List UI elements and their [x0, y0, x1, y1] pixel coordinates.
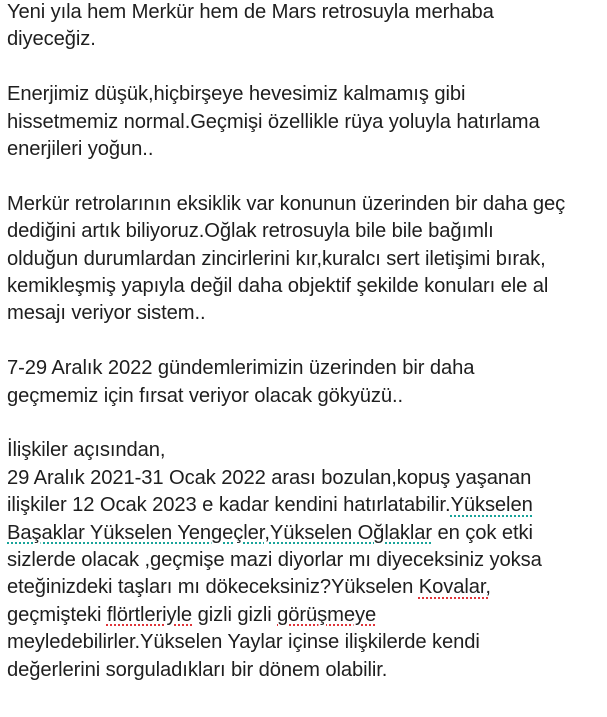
text-line: geçmemiz için fırsat veriyor olacak gökyüzü.. — [7, 384, 404, 407]
text-segment: gizli gizli — [192, 603, 278, 626]
paragraph-energy — [7, 81, 605, 163]
paragraph-mercury — [7, 191, 605, 328]
text-segment: geçmişteki — [7, 603, 107, 626]
message-text — [7, 0, 605, 711]
text-line: diyeceğiz. — [7, 28, 96, 51]
paragraph-dates — [7, 355, 605, 410]
text-line: Yeni yıla hem Merkür hem de Mars retrosuyla merhaba — [7, 1, 494, 23]
text-segment: eteğinizdeki taşları mı dökeceksiniz?Yükselen — [7, 576, 419, 599]
grammar-underline[interactable]: Yükselen Oğlaklar — [269, 521, 432, 544]
paragraph-relationships — [7, 437, 605, 684]
text-line: Enerjimiz düşük,hiçbirşeye hevesimiz kalmamış gibi — [7, 83, 466, 106]
text-segment: ilişkiler 12 Ocak 2023 e kadar kendini hatırlatabilir. — [7, 494, 451, 517]
text-line: enerjileri yoğun.. — [7, 138, 154, 161]
text-line: dediğini artık biliyoruz.Oğlak retrosuyla bile bile bağımlı — [7, 220, 494, 243]
text-line — [7, 492, 605, 519]
text-line: olduğun durumlardan zincirlerini kır,kuralcı sert iletişimi bırak, — [7, 247, 546, 270]
text-line: 7-29 Aralık 2022 gündemlerimizin üzerinden bir daha — [7, 357, 475, 380]
text-line — [7, 574, 605, 601]
text-line: 29 Aralık 2021-31 Ocak 2022 arası bozulan,kopuş yaşanan — [7, 466, 532, 489]
text-segment: en çok etki — [431, 521, 533, 544]
grammar-underline[interactable]: Yükselen — [450, 494, 533, 517]
paragraph-greeting — [7, 0, 605, 54]
text-line — [7, 602, 605, 629]
text-line: değerlerini sorguladıkları bir dönem olabilir. — [7, 658, 388, 681]
text-line: İlişkiler açısından, — [7, 439, 166, 462]
text-line: kemikleşmiş yapıyla değil daha objektif şekilde konuları ele al — [7, 275, 549, 298]
grammar-underline[interactable]: Başaklar Yükselen Yengeçler — [7, 521, 265, 544]
text-line: hissetmemiz normal.Geçmişi özellikle rüya yoluyla hatırlama — [7, 110, 540, 133]
text-line: sizlerde olacak ,geçmişe mazi diyorlar mı diyeceksiniz yoksa — [7, 549, 542, 572]
spelling-underline[interactable]: görüşmeye — [277, 603, 377, 626]
spelling-underline[interactable]: Kovalar, — [418, 576, 491, 599]
text-line: meyledebilirler.Yükselen Yaylar içinse ilişkilerde kendi — [7, 631, 480, 654]
spelling-underline[interactable]: flörtleriyle — [106, 603, 193, 626]
text-segment: , — [264, 521, 270, 544]
text-line: Merkür retrolarının eksiklik var konunun üzerinden bir daha geç — [7, 192, 566, 215]
text-line: mesajı veriyor sistem.. — [7, 302, 206, 325]
text-line — [7, 520, 605, 547]
